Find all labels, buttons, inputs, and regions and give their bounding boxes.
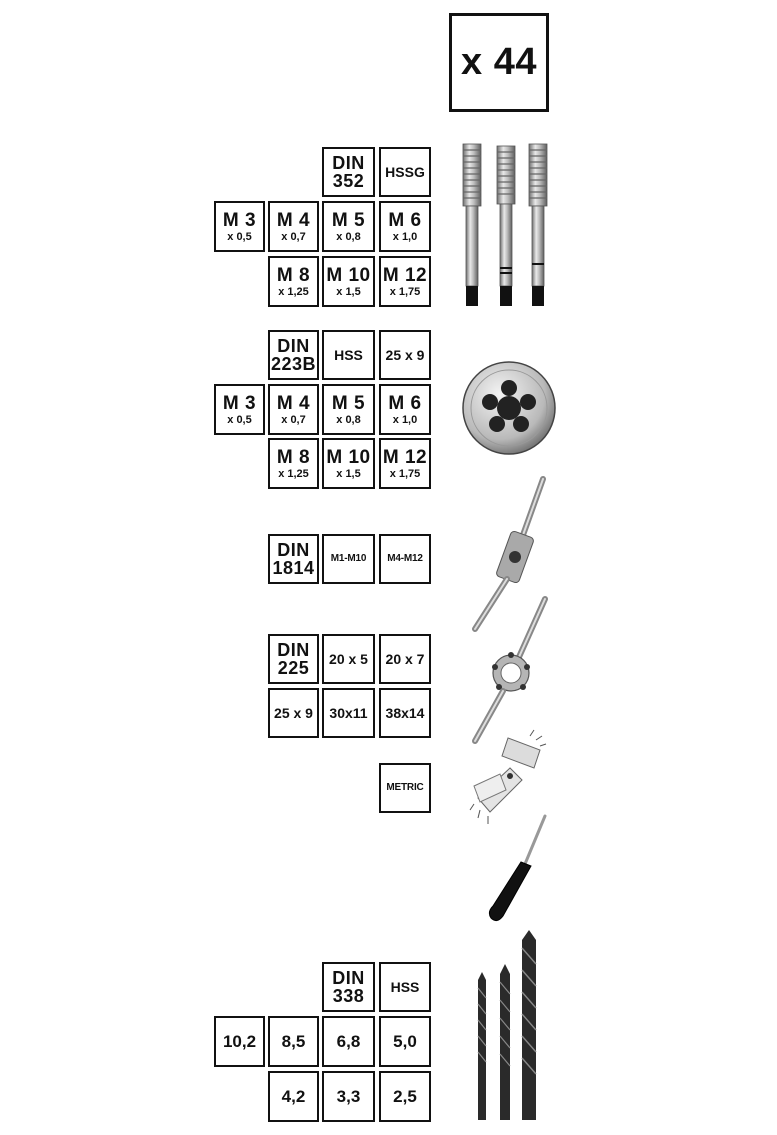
die-holder-size-1 <box>322 634 375 684</box>
tap-size-label: M 4 <box>276 209 311 231</box>
die-pitch-label: x 0,7 <box>281 413 306 426</box>
die-size-label: M 3 <box>222 392 257 414</box>
tap-wrench-range-1 <box>322 534 375 584</box>
tap-size-label: M 10 <box>326 264 371 286</box>
die-icon <box>463 362 555 454</box>
tap-wrench-range-label: M1-M10 <box>330 553 367 564</box>
drill-size-label: 10,2 <box>222 1032 257 1051</box>
taps-standard-line1: DIN <box>332 153 365 173</box>
die-size-label: M 4 <box>276 392 311 414</box>
drills-material-label: HSS <box>390 979 420 995</box>
tap-size-m3 <box>214 201 265 252</box>
taps-standard-line2: 352 <box>332 171 365 191</box>
die-size-label: M 5 <box>331 392 366 414</box>
dies-material-badge <box>322 330 375 380</box>
tap-size-m12 <box>379 256 431 307</box>
die-pitch-label: x 0,8 <box>336 413 361 426</box>
dies-standard-badge <box>268 330 319 380</box>
drill-bit-2-icon <box>500 964 510 1120</box>
tap-wrench-range-label: M4-M12 <box>387 553 423 564</box>
die-size-m10 <box>322 438 375 489</box>
taps-image <box>455 140 555 310</box>
die-size-m12 <box>379 438 431 489</box>
die-size-m6 <box>379 384 431 435</box>
drill-size-8-5 <box>268 1016 319 1067</box>
drills-standard-line1: DIN <box>332 968 365 988</box>
die-holder-size-label: 25 x 9 <box>274 705 313 721</box>
drills-standard-line2: 338 <box>332 986 365 1006</box>
die-pitch-label: x 0,5 <box>227 413 252 426</box>
tap-pitch-label: x 0,5 <box>227 230 252 243</box>
taps-material-badge <box>379 147 431 197</box>
tap-pitch-label: x 1,25 <box>278 285 309 298</box>
die-size-m5 <box>322 384 375 435</box>
taps-standard-badge <box>322 147 375 197</box>
drill-size-label: 2,5 <box>393 1087 417 1106</box>
drills-material-badge <box>379 962 431 1012</box>
tap-2-icon <box>497 146 515 306</box>
dies-dimension-badge <box>379 330 431 380</box>
tap-size-m5 <box>322 201 375 252</box>
die-size-label: M 6 <box>388 392 422 414</box>
drills-standard-badge <box>322 962 375 1012</box>
drill-size-4-2 <box>268 1071 319 1122</box>
die-holder-size-label: 20 x 7 <box>385 651 425 667</box>
tap-size-label: M 12 <box>382 264 428 286</box>
tap-pitch-label: x 1,0 <box>392 230 418 243</box>
die-holder-image <box>465 595 555 745</box>
screwdriver-image <box>485 812 555 924</box>
tap-size-m6 <box>379 201 431 252</box>
thread-gauge-badge <box>379 763 431 813</box>
tap-size-m4 <box>268 201 319 252</box>
die-holder-size-3 <box>268 688 319 738</box>
tap-size-label: M 3 <box>222 209 257 231</box>
tap-size-m8 <box>268 256 319 307</box>
drill-bit-1-icon <box>478 972 486 1120</box>
drill-size-label: 4,2 <box>281 1087 306 1106</box>
die-size-label: M 10 <box>326 446 371 468</box>
round-die-image <box>461 360 557 456</box>
drill-size-10-2 <box>214 1016 265 1067</box>
drill-size-label: 3,3 <box>336 1087 361 1106</box>
die-holder-size-label: 30x11 <box>329 705 368 721</box>
quantity-label: x 44 <box>461 41 537 83</box>
die-size-m4 <box>268 384 319 435</box>
dies-dimension-label: 25 x 9 <box>385 347 425 363</box>
die-holder-size-2 <box>379 634 431 684</box>
tap-size-label: M 6 <box>388 209 422 231</box>
die-holder-size-label: 38x14 <box>385 705 425 721</box>
tap-pitch-label: x 1,5 <box>336 285 361 298</box>
thread-gauge-icon <box>470 730 546 824</box>
die-holder-standard-badge <box>268 634 319 684</box>
tap-wrench-standard-line2: 1814 <box>272 558 315 578</box>
die-pitch-label: x 1,0 <box>392 413 418 426</box>
quantity-badge <box>449 13 549 112</box>
die-holder-size-5 <box>379 688 431 738</box>
tap-wrench-standard-badge <box>268 534 319 584</box>
screwdriver-icon <box>489 816 545 921</box>
tap-pitch-label: x 0,7 <box>281 230 306 243</box>
die-pitch-label: x 1,25 <box>278 467 309 480</box>
die-size-label: M 12 <box>382 446 428 468</box>
dies-standard-line2: 223B <box>270 354 317 374</box>
tap-wrench-standard-line1: DIN <box>277 540 310 560</box>
tap-size-m10 <box>322 256 375 307</box>
drill-bits-image <box>470 928 540 1124</box>
tap-size-label: M 5 <box>331 209 366 231</box>
die-holder-size-label: 20 x 5 <box>329 651 368 667</box>
thread-gauge-label: METRIC <box>386 782 424 793</box>
die-pitch-label: x 1,5 <box>336 467 361 480</box>
tap-3-icon <box>529 144 547 306</box>
die-holder-standard-line1: DIN <box>277 640 310 660</box>
die-size-m8 <box>268 438 319 489</box>
drill-size-2-5 <box>379 1071 431 1122</box>
die-size-m3 <box>214 384 265 435</box>
taps-material-label: HSSG <box>385 164 425 180</box>
drill-size-label: 6,8 <box>336 1032 361 1051</box>
die-holder-size-4 <box>322 688 375 738</box>
dies-material-label: HSS <box>334 347 363 363</box>
die-pitch-label: x 1,75 <box>389 467 421 480</box>
tap-pitch-label: x 1,75 <box>389 285 421 298</box>
drill-bit-3-icon <box>522 930 536 1120</box>
drill-size-label: 5,0 <box>393 1032 417 1051</box>
drill-size-6-8 <box>322 1016 375 1067</box>
die-size-label: M 8 <box>276 446 311 468</box>
dies-standard-line1: DIN <box>277 336 310 356</box>
drill-size-3-3 <box>322 1071 375 1122</box>
die-holder-icon <box>475 599 545 741</box>
tap-size-label: M 8 <box>276 264 311 286</box>
die-holder-standard-line2: 225 <box>277 658 310 678</box>
tap-1-icon <box>463 144 481 306</box>
drill-size-5-0 <box>379 1016 431 1067</box>
tap-pitch-label: x 0,8 <box>336 230 361 243</box>
drill-size-label: 8,5 <box>281 1032 306 1051</box>
tap-wrench-range-2 <box>379 534 431 584</box>
